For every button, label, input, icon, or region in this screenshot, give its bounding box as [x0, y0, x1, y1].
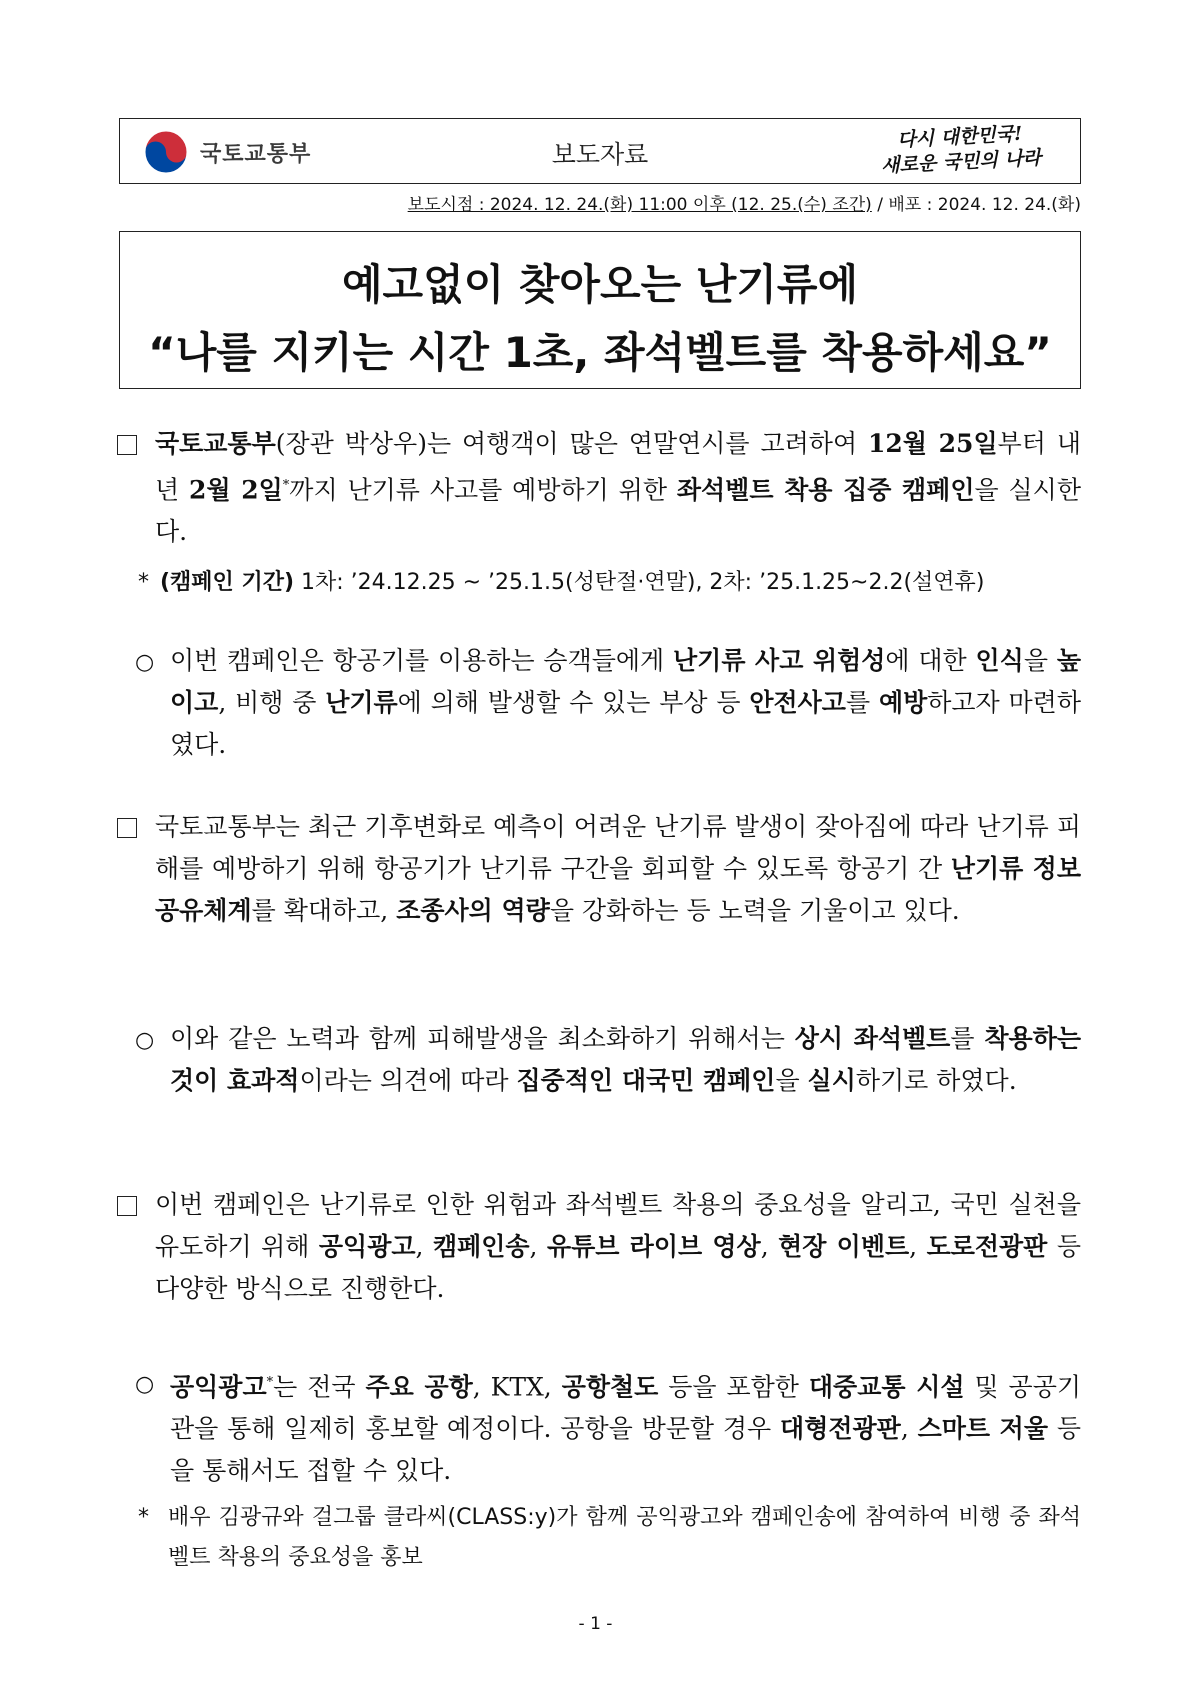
- paragraph-4: [170, 1018, 1081, 1102]
- p4-text: 을: [775, 1066, 808, 1095]
- p2-bold: 안전사고: [749, 688, 846, 717]
- headline-line-1: 예고없이 찾아오는 난기류에: [341, 260, 859, 309]
- footnote-celebrities: 배우 김광규와 걸그룹 클라씨(CLASS:y)가 함께 공익광고와 캠페인송에 참여하여 비행 중 좌석벨트 착용의 중요성을 홍보: [168, 1505, 1081, 1570]
- release-dateline: [119, 190, 1081, 215]
- p2-text: 에 대한: [885, 646, 976, 675]
- paragraph-2: [170, 640, 1081, 766]
- p5-bold: 현장 이벤트: [778, 1232, 910, 1261]
- p5-bold: 공익광고: [318, 1232, 416, 1261]
- p5-bold: 캠페인송: [432, 1232, 530, 1261]
- doc-type-title: 보도자료: [551, 140, 649, 169]
- p3-bold: 난기류 정보공유체계: [155, 854, 1081, 925]
- p2-text: , 비행 중: [218, 688, 326, 717]
- p6-bold: 공익광고: [170, 1372, 267, 1402]
- p1-text: 까지 난기류 사고를 예방하기 위한: [289, 475, 677, 505]
- p6-bold: 스마트 저울: [917, 1414, 1048, 1444]
- paragraph-5: [155, 1184, 1081, 1310]
- p2-bold: 예방: [878, 688, 928, 717]
- p2-bold: 높이고: [170, 646, 1081, 717]
- p6-bold: 대형전광판: [780, 1414, 901, 1444]
- headline-line-2: “나를 지키는 시간 1초, 좌석벨트를 착용하세요”: [148, 328, 1052, 377]
- section-checkbox-marker: [117, 435, 137, 455]
- note1-label: (캠페인 기간): [160, 570, 295, 595]
- p1-text: 부터 내년: [155, 429, 1081, 505]
- p3-text: 를 확대하고,: [251, 896, 397, 925]
- note1-text: 1차: ’24.12.25 ~ ’25.1.5(성탄절·연말), 2차: ’25.1.25~2.2(설연휴): [294, 570, 985, 595]
- p4-text: 이라는 의견에 따라: [299, 1066, 517, 1095]
- p2-text: 을: [1023, 646, 1057, 675]
- slogan-line-2: 새로운 국민의 나라: [880, 146, 1042, 178]
- p5-text: ,: [415, 1232, 433, 1261]
- bullet-circle-marker: ○: [135, 1372, 155, 1397]
- p6-text: 는 전국: [273, 1372, 366, 1402]
- p1-campaign-name: 좌석벨트 착용 집중 캠페인: [676, 475, 975, 505]
- p5-text: ,: [909, 1232, 927, 1261]
- p6-text: ,: [900, 1414, 918, 1444]
- p4-bold: 실시: [807, 1066, 856, 1095]
- section-checkbox-marker: [117, 818, 137, 838]
- campaign-period-note: [160, 563, 1081, 603]
- p4-text: 하기로 하였다.: [855, 1066, 1017, 1095]
- p6-footnote-mark: *: [266, 1375, 274, 1390]
- p1-ministry: 국토교통부: [155, 429, 276, 458]
- section-checkbox-marker: [117, 1196, 137, 1216]
- ministry-name: 국토교통부: [200, 141, 312, 167]
- headline-box: [119, 231, 1081, 389]
- header-box: [119, 118, 1081, 184]
- dateline-separator: /: [871, 195, 889, 215]
- p5-text: ,: [760, 1232, 779, 1261]
- p6-text: , KTX,: [472, 1372, 562, 1402]
- p3-text: 국토교통부는 최근 기후변화로 예측이 어려운 난기류 발생이 잦아짐에 따라 난기류 피해를 예방하기 위해 항공기가 난기류 구간을 회피할 수 있도록 항공기 간: [155, 812, 1081, 883]
- p5-text: ,: [529, 1232, 547, 1261]
- p1-footnote-mark: *: [282, 478, 290, 493]
- p5-text: 이번 캠페인은 난기류로 인한 위험과 좌석벨트 착용의 중요성을 알리고, 국민 실천을 유도하기 위해: [155, 1190, 1081, 1261]
- p1-text: (장관 박상우)는 여행객이 많은 연말연시를 고려하여: [275, 429, 869, 458]
- p2-text: 이번 캠페인은 항공기를 이용하는 승객들에게: [170, 646, 674, 675]
- p6-text: 및 공공기관을 통해 일제히 홍보할 예정이다. 공항을 방문할 경우: [170, 1372, 1082, 1444]
- bullet-circle-marker: ○: [135, 650, 155, 675]
- p1-text: 을 실시한다.: [155, 475, 1081, 547]
- page-number: - 1 -: [578, 1614, 613, 1634]
- p1-end-date: 2월 2일: [189, 475, 283, 505]
- p6-bold: 공항철도: [561, 1372, 659, 1402]
- note-star-marker: *: [138, 570, 149, 595]
- p4-bold: 집중적인 대국민 캠페인: [516, 1066, 776, 1095]
- p2-text: 에 의해 발생할 수 있는 부상 등: [397, 688, 750, 717]
- paragraph-1: [155, 423, 1081, 553]
- p6-bold: 주요 공항: [365, 1372, 473, 1402]
- paragraph-3: [155, 806, 1081, 932]
- p2-bold: 난기류 사고 위험성: [673, 646, 886, 675]
- p2-bold: 인식: [975, 646, 1024, 675]
- slogan-line-1: 다시 대한민국!: [896, 122, 1023, 152]
- p5-text: 등 다양한 방식으로 진행한다.: [155, 1232, 1081, 1303]
- p4-text: 이와 같은 노력과 함께 피해발생을 최소화하기 위해서는: [170, 1024, 795, 1053]
- p4-text: 를: [950, 1024, 985, 1053]
- p6-bold: 대중교통 시설: [808, 1372, 965, 1402]
- distribution-time: 배포 : 2024. 12. 24.(화): [888, 195, 1081, 215]
- p2-text: 하고자 마련하였다.: [170, 688, 1081, 759]
- release-time: 보도시점 : 2024. 12. 24.(화) 11:00 이후 (12. 25.(수) 조간): [407, 195, 872, 215]
- bullet-circle-marker: ○: [135, 1028, 155, 1053]
- paragraph-6: [170, 1362, 1081, 1492]
- p3-bold: 조종사의 역량: [396, 896, 550, 925]
- p4-bold: 상시 좌석벨트: [794, 1024, 951, 1053]
- p1-start-date: 12월 25일: [868, 429, 998, 458]
- note-star-marker: *: [138, 1505, 149, 1530]
- p2-text: 를: [845, 688, 879, 717]
- p5-bold: 도로전광판: [926, 1232, 1048, 1261]
- p3-text: 을 강화하는 등 노력을 기울이고 있다.: [549, 896, 960, 925]
- p5-bold: 유튜브 라이브 영상: [546, 1232, 761, 1261]
- slogan-handwriting: [852, 119, 1069, 180]
- p4-bold: 착용하는 것이 효과적: [170, 1024, 1081, 1095]
- p6-text: 등을 포함한: [658, 1372, 809, 1402]
- p6-text: 등을 통해서도 접할 수 있다.: [170, 1414, 1081, 1486]
- p2-bold: 난기류: [325, 688, 398, 717]
